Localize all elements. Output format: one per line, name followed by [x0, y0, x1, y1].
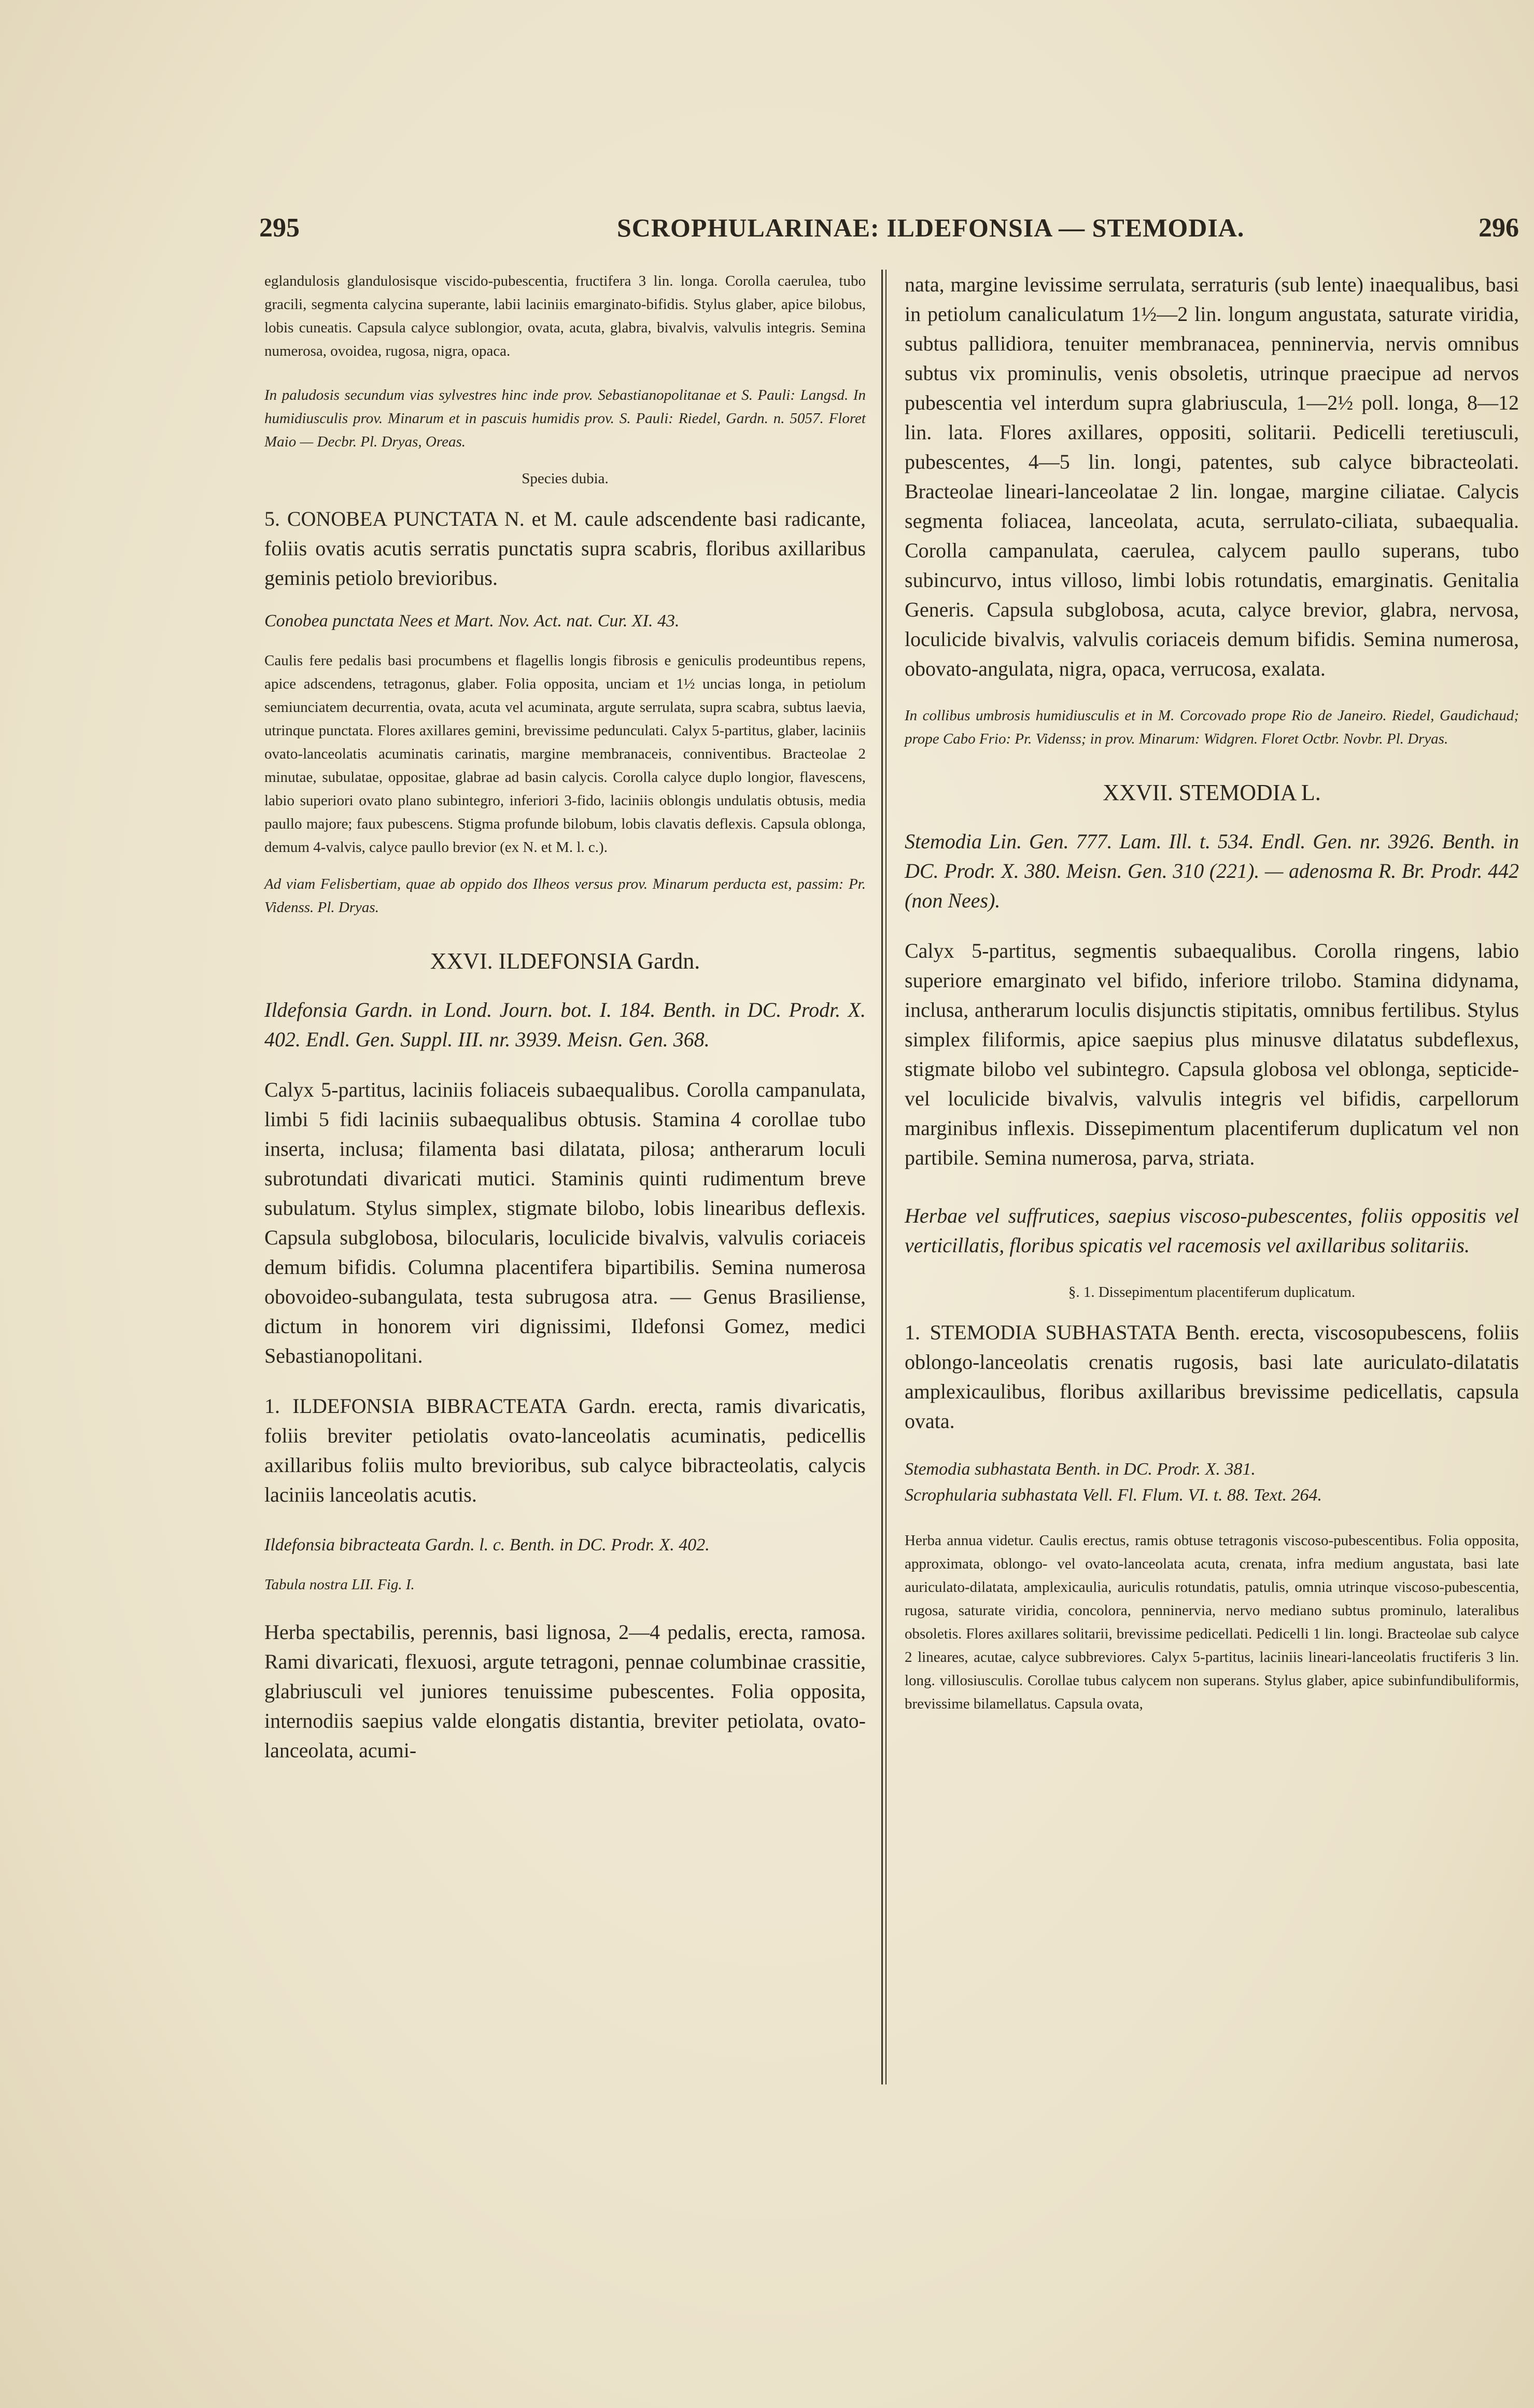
locality-note: In paludosis secundum vias sylvestres hinc inde prov. Sebastianopolitanae et S. Pauli: Langsd. In humidiusculis prov. Minarum et in pascuis humidis prov. S. Pauli: Riedel, Gardn. n. 5057. Floret Maio — Decbr. Pl. Dryas, Oreas. — [264, 387, 866, 450]
page-header — [254, 213, 1519, 254]
genus-description: Calyx 5-partitus, laciniis foliaceis subaequalibus. Corolla campanulata, limbi 5 fidi laciniis subaequalibus obtusis. Stamina 4 corollae tubo inserta, inclusa; filamenta basi dilatata, pilosa; antherarum loculi subrotundati divaricati mutici. Staminis quinti rudimentum breve subulatum. Stylus simplex, stigmate bilobo, lobis linearibus deflexis. Capsula subglobosa, bilocularis, loculicide bivalvis, valvulis coriaceis demum bifidis. Columna placentifera bipartibilis. Semina numerosa obovoideo-subangulata, testa subrugosa atra. — Genus Brasiliense, dictum in honorem viri dignissimi, Ildefonsi Gomez, medici Sebastianopolitani. — [264, 1078, 866, 1367]
species-citation: Ildefonsia bibracteata Gardn. l. c. Benth. in DC. Prodr. X. 402. — [264, 1535, 710, 1555]
column-divider — [881, 270, 883, 2084]
habit-note: Herbae vel suffrutices, saepius viscoso-pubescentes, foliis oppositis vel verticillatis, floribus spicatis vel racemosis vel axillaribus solitariis. — [905, 1204, 1519, 1257]
page-number-right: 296 — [1479, 213, 1519, 243]
species-description: Herba annua videtur. Caulis erectus, ramis obtuse tetragonis viscoso-pubescentibus. Folia opposita, approximata, oblongo- vel ovato-lanceolata acuta, crenata, infra medium angustata, basi late auriculato-dilatata, amplexicaulia, auriculis rotundatis, patulis, omnia utrinque viscoso-pubescentia, rugosa, saturate viridia, concolora, penninervia, nervo mediano subtus prominulo, lateralibus obsoletis. Flores axillares solitarii, brevissime pedicellati. Pedicelli 1 lin. longi. Bracteolae sub calyce 2 lineares, acutae, calyce subbreviores. Calyx 5-partitus, laciniis lineari-lanceolatis fructiferis 3 lin. long. villosiusculis. Corollae tubus calycem non superans. Stylus glaber, apice subinfundibuliformis, brevissime bilamellatus. Capsula ovata, — [905, 1532, 1519, 1712]
page-number-left: 295 — [259, 213, 300, 243]
species-locality: In collibus umbrosis humidiusculis et in M. Corcovado prope Rio de Janeiro. Riedel, Gaudichaud; prope Cabo Frio: Pr. Videnss; in prov. Minarum: Widgren. Floret Octbr. Novbr. Pl. Dryas. — [905, 707, 1519, 747]
species-dubia-label: Species dubia. — [522, 470, 609, 487]
continued-description: eglandulosis glandulosisque viscido-pubescentia, fructifera 3 lin. longa. Corolla caerulea, tubo gracili, segmenta calycina superante, labii laciniis emarginato-bifidis. Stylus glaber, apice bilobus, lobis cuneatis. Capsula calyce sublongior, ovata, acuta, glabra, bivalvis, valvulis integris. Semina numerosa, ovoidea, rugosa, nigra, opaca. — [264, 273, 866, 359]
species-citation: Scrophularia subhastata Vell. Fl. Flum. VI. t. 88. Text. 264. — [905, 1486, 1322, 1505]
genus-synonymy: Ildefonsia Gardn. in Lond. Journ. bot. I. 184. Benth. in DC. Prodr. X. 402. Endl. Gen. Suppl. III. nr. 3939. Meisn. Gen. 368. — [264, 998, 866, 1051]
continued-description: nata, margine levissime serrulata, serraturis (sub lente) inaequalibus, basi in petiolum canaliculatum 1½—2 lin. longum angustata, saturate viridia, subtus pallidiora, tenuiter membranacea, penninervia, nervis omnibus subtus vix prominulis, venis obsoletis, utrinque praecipue ad nervos pubescentia vel interdum supra glabriuscula, 1—2½ poll. longa, 8—12 lin. lata. Flores axillares, oppositi, solitarii. Pedicelli teretiusculi, pubescentes, 4—5 lin. longi, patentes, sub calyce bibracteolati. Bracteolae lineari-lanceolatae 2 lin. longae, margine ciliatae. Calycis segmenta foliacea, lanceolata, acuta, serrulato-ciliata, subaequalia. Corolla campanulata, caerulea, calycem paullo superans, tubo subincurvo, intus villoso, limbi lobis rotundatis, emarginatis. Genitalia Generis. Capsula subglobosa, acuta, calyce brevior, glabra, nervosa, loculicide bivalvis, valvulis coriaceis demum bifidis. Semina numerosa, obovato-angulata, nigra, opaca, verrucosa, exalata. — [905, 273, 1519, 680]
right-column — [905, 270, 1519, 1716]
column-divider-inner — [885, 270, 886, 2084]
left-column — [264, 270, 866, 1765]
plate-reference: Tabula nostra LII. Fig. I. — [264, 1576, 415, 1593]
species-diagnosis: 1. ILDEFONSIA BIBRACTEATA Gardn. erecta, ramis divaricatis, foliis breviter petiolatis ovato-lanceolatis acuminatis, pedicellis axillaribus foliis multo brevioribus, sub calyce bibracteolatis, calycis laciniis lanceolatis acutis. — [264, 1394, 866, 1506]
genus-synonymy: Stemodia Lin. Gen. 777. Lam. Ill. t. 534. Endl. Gen. nr. 3926. Benth. in DC. Prodr. X. 380. Meisn. Gen. 310 (221). — adenosma R. Br. Prodr. 442 (non Nees). — [905, 830, 1519, 912]
genus-title: XXVII. STEMODIA L. — [1103, 780, 1321, 805]
genus-title: XXVI. ILDEFONSIA Gardn. — [430, 948, 700, 974]
species-description: Herba spectabilis, perennis, basi lignosa, 2—4 pedalis, erecta, ramosa. Rami divaricati, flexuosi, argute tetragoni, pennae columbinae crassitie, glabriusculi vel juniores tenuissime pubescentes. Folia opposita, internodiis saepius valde elongatis distantia, breviter petiolata, ovato-lanceolata, acumi- — [264, 1620, 866, 1762]
species-description: Caulis fere pedalis basi procumbens et flagellis longis fibrosis e geniculis prodeuntibus repens, apice adscendens, tetragonus, glaber. Folia opposita, unciam et 1½ uncias longa, in petiolum semiunciatem decurrentia, ovata, acuta vel acuminata, argute serrulata, supra scabra, subtus laevia, utrinque punctata. Flores axillares gemini, brevissime pedunculati. Calyx 5-partitus, glaber, laciniis ovato-lanceolatis acuminatis carinatis, margine membranaceis, conniventibus. Bracteolae 2 minutae, subulatae, oppositae, glabrae ad basin calycis. Corolla calyce duplo longior, flavescens, labio superiori ovato plano subintegro, inferiori 3-fido, laciniis oblongis undulatis obtusis, media paullo majore; faux pubescens. Stigma profunde bilobum, lobis clavatis deflexis. Capsula oblonga, demum 4-valvis, calyce paullo brevior (ex N. et M. l. c.). — [264, 652, 866, 856]
running-title: SCROPHULARINAE: ILDEFONSIA — STEMODIA. — [617, 213, 1245, 242]
species-citation: Stemodia subhastata Benth. in DC. Prodr. X. 381. — [905, 1460, 1256, 1479]
species-diagnosis: 5. CONOBEA PUNCTATA N. et M. caule adscendente basi radicante, foliis ovatis acutis serratis punctatis supra scabris, floribus axillaribus geminis petiolo brevioribus. — [264, 507, 866, 590]
section-heading: §. 1. Dissepimentum placentiferum duplicatum. — [1068, 1284, 1356, 1300]
species-diagnosis: 1. STEMODIA SUBHASTATA Benth. erecta, viscosopubescens, foliis oblongo-lanceolatis crenatis rugosis, basi late auriculato-dilatatis amplexicaulibus, floribus axillaribus brevissime pedicellatis, capsula ovata. — [905, 1321, 1519, 1433]
genus-description: Calyx 5-partitus, segmentis subaequalibus. Corolla ringens, labio superiore emarginato vel bifido, inferiore trilobo. Stamina didynama, inclusa, antherarum loculis disjunctis stipitatis, omnibus fertilibus. Stylus simplex filiformis, apice saepius plus minusve dilatatus subdeflexus, stigmate bilobo vel subintegro. Capsula globosa vel oblonga, septicide-vel loculicide bivalvis, valvulis integris vel bifidis, carpellorum marginibus inflexis. Dissepimentum placentiferum duplicatum vel non partibile. Semina numerosa, parva, striata. — [905, 939, 1519, 1169]
species-locality: Ad viam Felisbertiam, quae ab oppido dos Ilheos versus prov. Minarum perducta est, passim: Pr. Videnss. Pl. Dryas. — [264, 876, 866, 916]
species-citation: Conobea punctata Nees et Mart. Nov. Act. nat. Cur. XI. 43. — [264, 611, 680, 631]
